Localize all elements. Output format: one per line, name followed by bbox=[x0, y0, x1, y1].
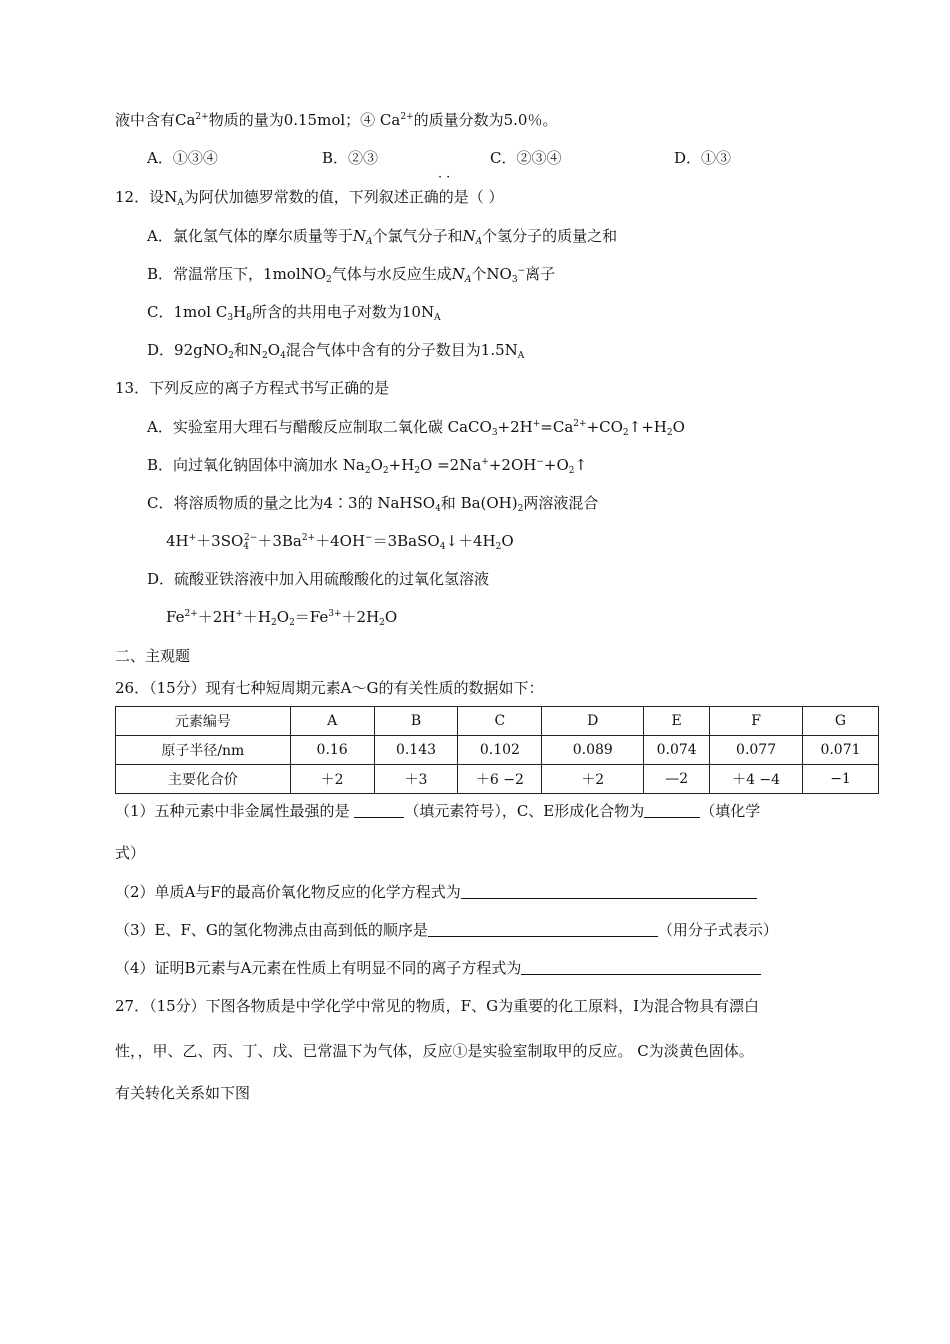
table-cell: —2 bbox=[644, 765, 710, 794]
q27-line-3: 有关转化关系如下图 bbox=[115, 1084, 251, 1102]
answer-blank[interactable] bbox=[461, 898, 757, 899]
table-cell: E bbox=[644, 707, 710, 736]
table-cell: A bbox=[290, 707, 374, 736]
table-header-row bbox=[116, 707, 879, 736]
q26-part-3: （3）E、F、G的氢化物沸点由高到低的顺序是 （用分子式表示） bbox=[115, 921, 778, 939]
table-row bbox=[116, 765, 879, 794]
q13-option-a: A．实验室用大理石与醋酸反应制取二氧化碳 $CaCO_3+2H^+=Ca^{2+}+CO_2↑+H_2O$ bbox=[147, 418, 685, 438]
table-cell: 0.074 bbox=[644, 736, 710, 765]
table-cell: ＋2 bbox=[542, 765, 644, 794]
q13-option-d-equation: $Fe^{2+}+2H^++H_2O_2=Fe^{3+}+2H_2O$ bbox=[166, 608, 398, 628]
table-cell: ＋2 bbox=[290, 765, 374, 794]
table-cell: 0.16 bbox=[290, 736, 374, 765]
table-row bbox=[116, 736, 879, 765]
q11-option-c: C．②③④ bbox=[490, 149, 562, 167]
answer-blank[interactable] bbox=[644, 817, 700, 818]
q26-part-2: （2）单质A与F的最高价氧化物反应的化学方程式为 bbox=[115, 882, 757, 902]
intro-line: 液中含有$Ca^{2+}$物质的量为0.15mol；④ $Ca^{2+}$的质量分数为5.0％。 bbox=[115, 111, 558, 129]
table-cell: C bbox=[458, 707, 542, 736]
q12-option-c: C．1mol $C_3H_8$所含的共用电子对数为$10N_A$ bbox=[147, 303, 441, 323]
table-cell: 0.071 bbox=[803, 736, 879, 765]
q11-option-d: D．①③ bbox=[674, 149, 732, 167]
section-heading: 二、主观题 bbox=[115, 647, 191, 665]
q11-option-a: A．①③④ bbox=[147, 149, 218, 167]
q13-stem: 13．下列反应的离子方程式书写正确的是 bbox=[115, 379, 390, 397]
table-cell: 0.089 bbox=[542, 736, 644, 765]
table-cell: B bbox=[374, 707, 458, 736]
table-cell: ＋4 −4 bbox=[710, 765, 803, 794]
table-cell: F bbox=[710, 707, 803, 736]
q11-option-b: B．②③ bbox=[322, 149, 379, 167]
table-cell: ＋6 −2 bbox=[458, 765, 542, 794]
q13-option-b: B．向过氧化钠固体中滴加水 $Na_2O_2+H_2O$ $=2Na^++2OH^-+O_2↑$ bbox=[147, 456, 588, 476]
q13-option-c-equation: $4H^++3SO_4^{2-}+3Ba^{2+}+4OH^-=3BaSO_4↓+4H_2O$ bbox=[166, 532, 514, 552]
table-cell: 原子半径/nm bbox=[116, 736, 291, 765]
q26-part-1-cont: 式） bbox=[115, 844, 146, 862]
answer-blank[interactable] bbox=[354, 817, 404, 818]
q12-option-a: A．氯化氢气体的摩尔质量等于$N_A$个氯气分子和$N_A$个氢分子的质量之和 bbox=[147, 227, 618, 247]
element-data-table bbox=[115, 706, 879, 794]
table-cell: −1 bbox=[803, 765, 879, 794]
table-cell: 主要化合价 bbox=[116, 765, 291, 794]
table-cell: D bbox=[542, 707, 644, 736]
answer-blank[interactable] bbox=[521, 974, 761, 975]
table-cell: 0.143 bbox=[374, 736, 458, 765]
table-cell: G bbox=[803, 707, 879, 736]
answer-blank[interactable] bbox=[428, 936, 658, 937]
q13-option-d: D．硫酸亚铁溶液中加入用硫酸酸化的过氧化氢溶液 bbox=[147, 570, 490, 588]
table-cell: 0.077 bbox=[710, 736, 803, 765]
q26-part-4: （4）证明B元素与A元素在性质上有明显不同的离子方程式为 bbox=[115, 958, 761, 978]
q12-stem: 12．设$N_A$为阿伏加德罗常数的值，下列叙述正确的是（ ） bbox=[115, 188, 504, 208]
table-cell: ＋3 bbox=[374, 765, 458, 794]
q12-option-d: D．92gNO$_2$和$N_2O_4$混合气体中含有的分子数目为$1.5N_A$ bbox=[147, 341, 525, 361]
q12-option-b: B．常温常压下，1molNO$_2$气体与水反应生成$N_A$个$NO_3^-$离子 bbox=[147, 265, 556, 285]
q13-option-c: C．将溶质物质的量之比为4∶3的 NaHSO$_4$和 $Ba(OH)_2$两溶液混合 bbox=[147, 494, 599, 514]
q26-stem: 26．（15分）现有七种短周期元素A～G的有关性质的数据如下： bbox=[115, 679, 544, 697]
q27-line-2: 性，，甲、乙、丙、丁、戊、已常温下为气体，反应①是实验室制取甲的反应。 C为淡黄色固体。 bbox=[115, 1042, 754, 1060]
q26-part-1: （1）五种元素中非金属性最强的是 （填元素符号），C、E形成化合物为 （填化学 bbox=[115, 802, 761, 820]
q27-line-1: 27．（15分）下图各物质是中学化学中常见的物质，F、G为重要的化工原料，I为混合物具有漂白 bbox=[115, 997, 759, 1015]
table-cell: 0.102 bbox=[458, 736, 542, 765]
table-cell: 元素编号 bbox=[116, 707, 291, 736]
emphasis-dots: ·· bbox=[438, 170, 455, 185]
